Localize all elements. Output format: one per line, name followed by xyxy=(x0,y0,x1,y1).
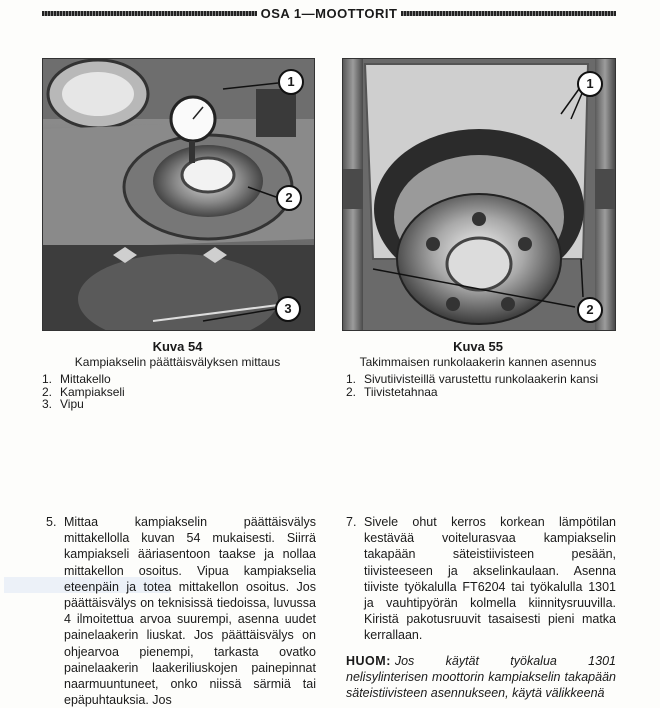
note-label: HUOM: xyxy=(346,653,391,668)
header-rule-right xyxy=(401,11,616,16)
callout-1: 1 xyxy=(577,71,603,97)
section-title: OSA 1—MOOTTORIT xyxy=(260,5,398,21)
figure-55-legend xyxy=(346,373,598,398)
figure-55-caption: Takimmaisen runkolaakerin kannen asennus xyxy=(359,355,597,369)
callout-1: 1 xyxy=(278,69,304,95)
header-rule-left xyxy=(42,11,257,16)
figure-54-label: Kuva 54 xyxy=(152,339,203,354)
note xyxy=(346,653,616,702)
step-7: 7. Sivele ohut kerros korkean lämpötilan kestävää voitelurasvaa kampiakselin takapään säteistiivisteen pesään, tiivisteeseen ja akselinkaulaan. Asenna tiiviste työkalulla FT6204 tai työkalulla 1301 ja vauhtipyörän kolmella kiinnitysruuvilla. Kiristä pakotusruuvit tasaisesti pieni matka kerrallaan. xyxy=(346,515,616,643)
legend-item: 3. Vipu xyxy=(42,397,84,411)
legend-item: 2. Tiivistetahnaa xyxy=(346,384,438,399)
legend-item: 1. Sivutiivisteillä varustettu runkolaakerin kansi xyxy=(346,372,599,386)
figure-54-caption: Kampiakselin päättäisvälyksen mittaus xyxy=(74,355,281,369)
figure-54-legend xyxy=(42,373,125,411)
callout-3: 3 xyxy=(275,296,301,322)
legend-item: 1. Mittakello xyxy=(42,372,111,386)
note-text: Jos käytät työkalua 1301 nelisylinterisen moottorin kampiakselin takapään säteistiivisteen asennukseen, käytä välikkeenä xyxy=(346,653,616,701)
figure-54-photo xyxy=(42,58,315,331)
legend-item: 2. Kampiakseli xyxy=(42,384,125,399)
figure-55-label: Kuva 55 xyxy=(453,339,503,354)
left-column xyxy=(46,514,316,708)
page-header xyxy=(42,4,616,22)
callout-2: 2 xyxy=(276,185,302,211)
step-5: 5. Mittaa kampiakselin päättäisvälys mittakellolla kuvan 54 mukaisesti. Siirrä kampiakseli ääriasentoon taakse ja nollaa mittakellon osoitus. Vipua kampiakselia eteenpäin ja totea mittakellon osoitus. Jos päättäisvälys on teknisissä tiedoissa, luvussa 4 ilmoitettua arvoa suurempi, asenna uudet painelaakerin liuskat. Jos päättäisvälys on ohjearvoa pienempi, tarkasta ovatko painelaakerin laakeriliuskojen painepinnat naarmuuntuneet, onko niissä särmiä tai epäpuhtauksia. Jos xyxy=(46,515,316,708)
callout-2: 2 xyxy=(577,297,603,323)
right-column xyxy=(346,514,616,701)
figure-55-photo xyxy=(342,58,616,331)
